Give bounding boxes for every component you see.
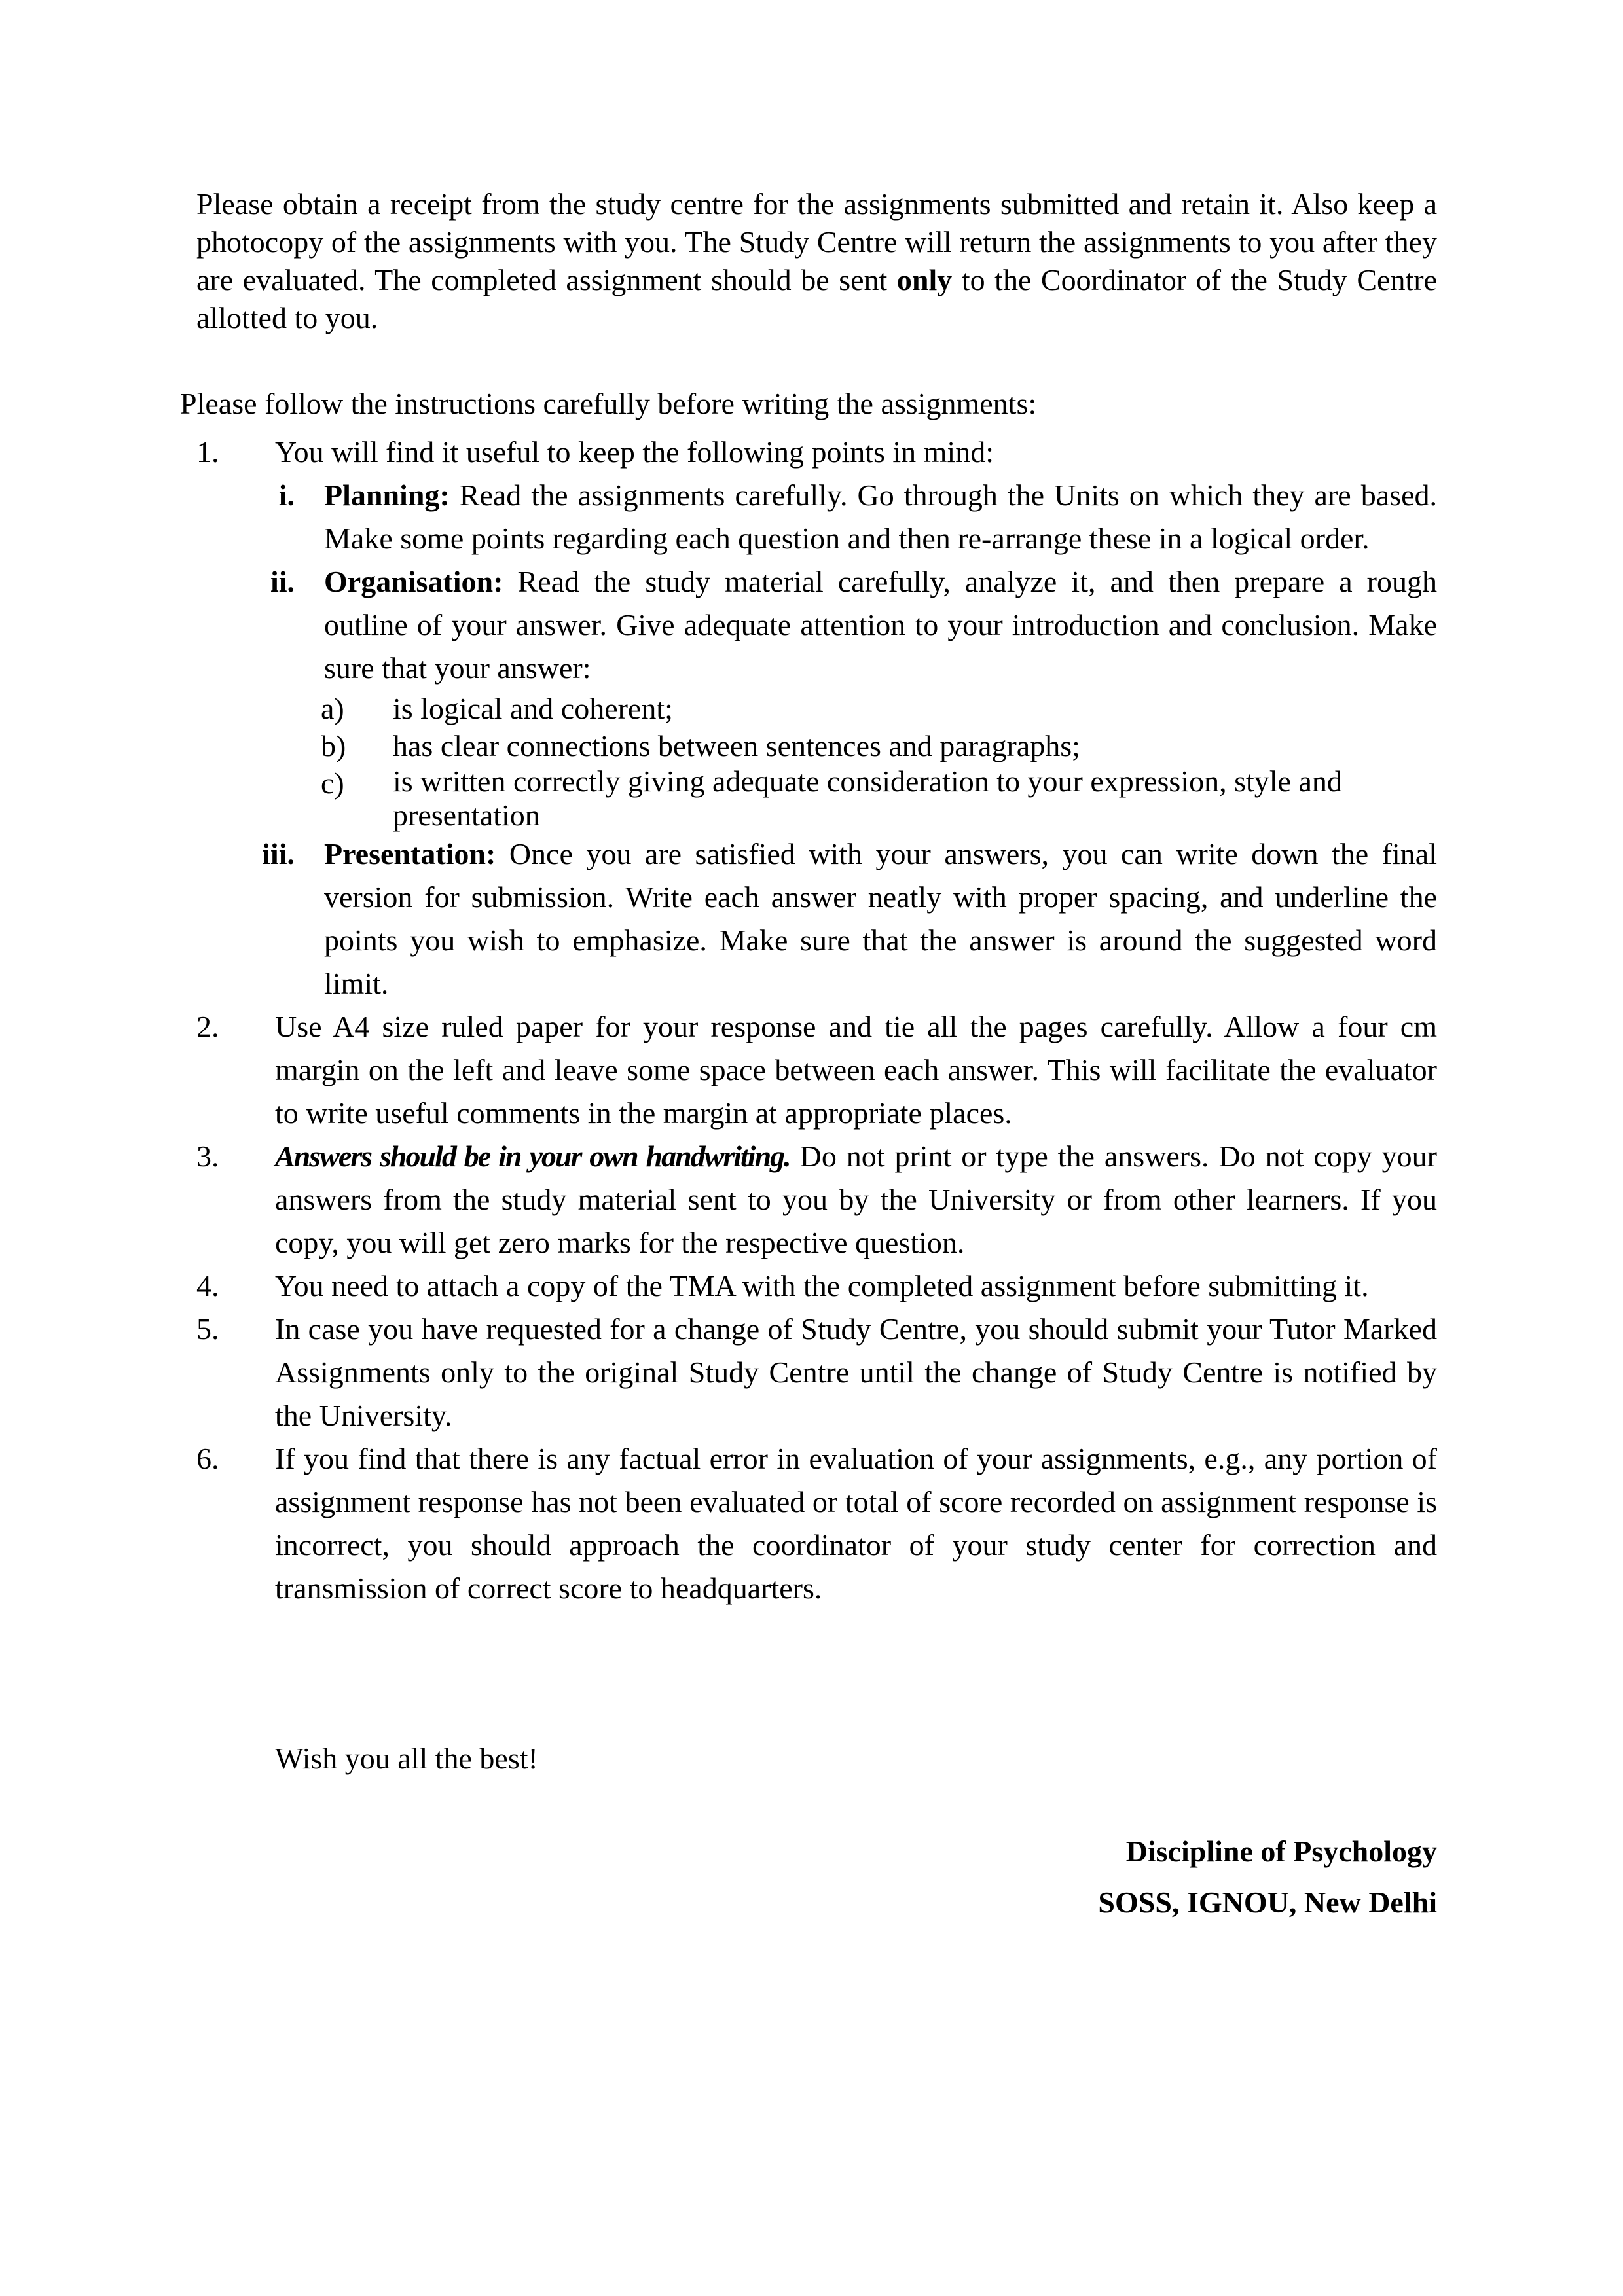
instruction-number: 5.: [196, 1312, 219, 1346]
instruction-text: In case you have requested for a change of Study Centre, you should submit your Tutor Marked Assignments only to the original Study Centre until the change of Study Centre is notified by the University.: [275, 1312, 1437, 1432]
point-planning: [0, 474, 1623, 560]
signature-block: [1098, 1826, 1437, 1928]
point-numeral: i.: [278, 478, 295, 512]
point-body: Read the assignments carefully. Go through the Units on which they are based. Make some points regarding each question and then re-arrange these in a logical order.: [324, 478, 1437, 555]
point-numeral: iii.: [262, 837, 295, 870]
answer-criteria-list: [0, 690, 1623, 833]
point-organisation: [0, 560, 1623, 833]
criteria-text: is written correctly giving adequate consideration to your expression, style and presentation: [393, 764, 1342, 832]
point-text: [324, 474, 1437, 560]
point-title: Organisation:: [324, 565, 503, 598]
instruction-body: Do not print or type the answers. Do not copy your answers from the study material sent to you by the University or from other learners. If you copy, you will get zero marks for the respective question.: [275, 1139, 1437, 1259]
instruction-item-1: [0, 431, 1623, 1005]
point-title: Planning:: [324, 478, 450, 512]
instruction-text: [275, 1135, 1437, 1265]
handwriting-emphasis: Answers should be in your own handwriting.: [275, 1139, 790, 1173]
criteria-label: a): [321, 692, 344, 725]
point-body: Once you are satisfied with your answers, you can write down the final version for submission. Write each answer neatly with proper spacing, and underline the points you wish to emphasize. Make sure that the answer is around the suggested word limit.: [324, 837, 1437, 1000]
point-body: Read the study material carefully, analyze it, and then prepare a rough outline of your answer. Give adequate attention to your introduction and conclusion. Make sure that your answer:: [324, 565, 1437, 685]
signature-institution: SOSS, IGNOU, New Delhi: [1098, 1886, 1437, 1919]
point-text: [324, 560, 1437, 690]
instruction-item-2: [0, 1005, 1623, 1135]
instruction-text: You need to attach a copy of the TMA with the completed assignment before submitting it.: [275, 1269, 1369, 1302]
instruction-item-3: [0, 1135, 1623, 1265]
point-text: [324, 833, 1437, 1005]
intro-text-part1: Please obtain a receipt from the study centre for the assignments submitted and retain it. Also keep a photocopy of the assignments with you. The Study Centre will return the assignments to you after they are evaluated. The completed assignment should be sent: [196, 187, 1437, 296]
point-numeral: ii.: [270, 565, 295, 598]
instruction-number: 2.: [196, 1010, 219, 1043]
instruction-text: You will find it useful to keep the following points in mind:: [275, 435, 994, 469]
instruction-number: 1.: [196, 435, 219, 469]
instruction-number: 6.: [196, 1442, 219, 1475]
criteria-text: has clear connections between sentences and paragraphs;: [393, 729, 1080, 762]
instruction-number: 3.: [196, 1139, 219, 1173]
instruction-item-5: [0, 1308, 1623, 1437]
signature-department: Discipline of Psychology: [1125, 1835, 1437, 1868]
criteria-label: c): [321, 766, 344, 800]
intro-paragraph: [196, 185, 1437, 337]
criteria-text: is logical and coherent;: [393, 692, 673, 725]
criteria-item: [0, 764, 1623, 833]
instruction-item-6: [0, 1437, 1623, 1610]
points-list: [0, 474, 1623, 1005]
instruction-text: Use A4 size ruled paper for your response and tie all the pages carefully. Allow a four cm margin on the left and leave some space between each answer. This will facilitate the evaluator to write useful comments in the margin at appropriate places.: [275, 1010, 1437, 1130]
criteria-item: [0, 690, 1623, 727]
intro-text-part2: to the Coordinator of the Study Centre allotted to you.: [196, 263, 1437, 334]
closing-wish: Wish you all the best!: [275, 1742, 538, 1775]
instructions-lead: Please follow the instructions carefully before writing the assignments:: [180, 387, 1037, 420]
instruction-number: 4.: [196, 1269, 219, 1302]
instruction-item-4: [0, 1265, 1623, 1308]
point-presentation: [0, 833, 1623, 1005]
criteria-label: b): [321, 729, 346, 762]
criteria-item: [0, 727, 1623, 764]
instructions-list: [0, 431, 1623, 1610]
instruction-text: If you find that there is any factual error in evaluation of your assignments, e.g., any portion of assignment response has not been evaluated or total of score recorded on assignment response is incorrect, you should approach the coordinator of your study center for correction and transmission of correct score to headquarters.: [275, 1442, 1437, 1605]
point-title: Presentation:: [324, 837, 496, 870]
intro-emphasis: only: [896, 263, 953, 296]
